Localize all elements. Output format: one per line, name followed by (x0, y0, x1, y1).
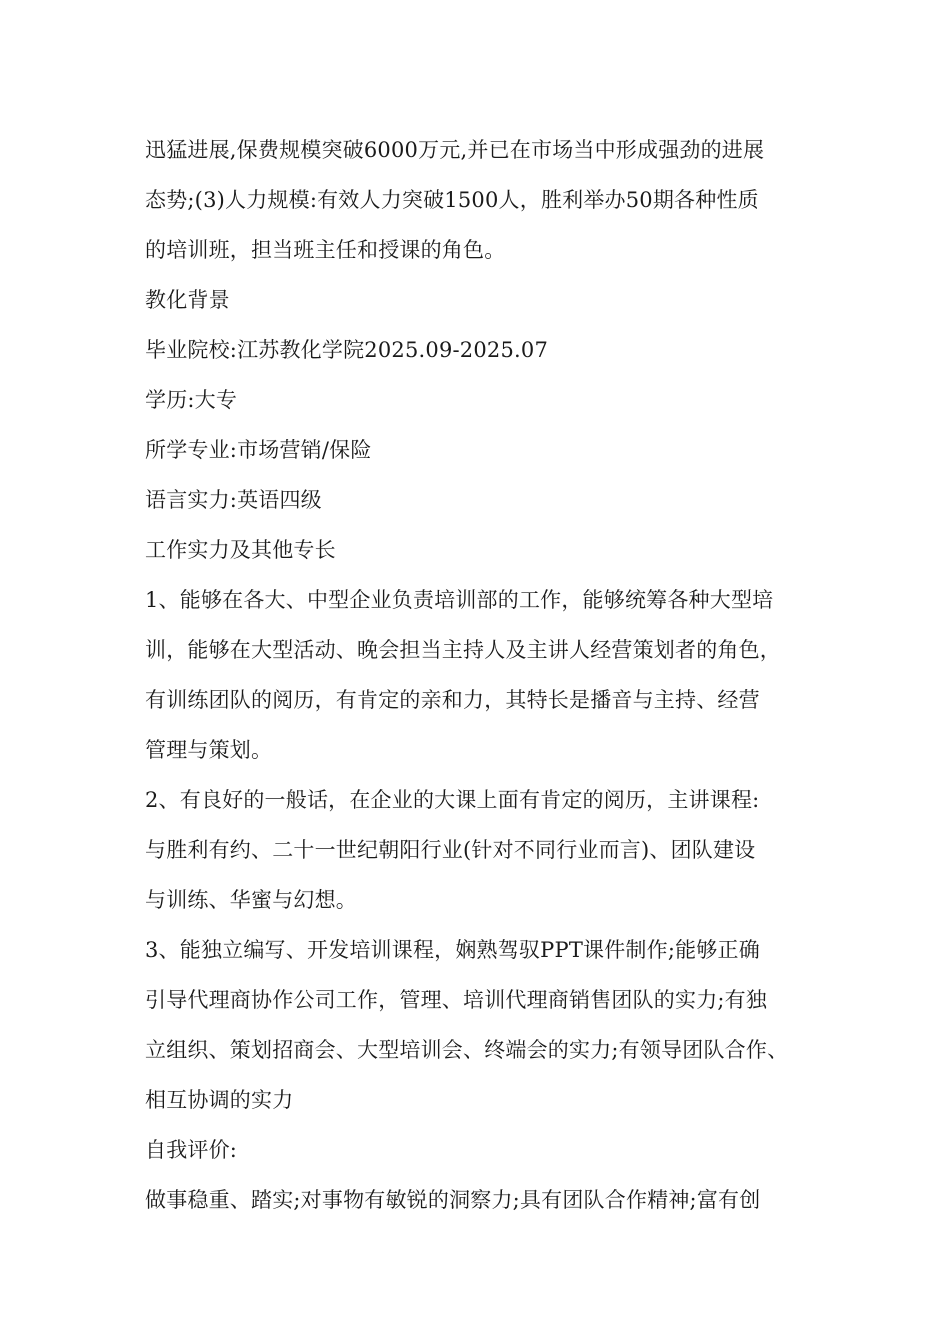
field-major: 所学专业:市场营销/保险 (145, 438, 372, 462)
skills-item-1-line-1: 1、能够在各大、中型企业负责培训部的工作，能够统筹各种大型培 (145, 588, 774, 612)
field-school: 毕业院校:江苏教化学院2025.09-2025.07 (145, 338, 549, 362)
skills-item-2-line-3: 与训练、华蜜与幻想。 (145, 888, 357, 912)
field-language: 语言实力:英语四级 (145, 488, 322, 512)
skills-item-3-line-3: 立组织、策划招商会、大型培训会、终端会的实力;有领导团队合作、 (145, 1038, 789, 1062)
section-heading-self-evaluation: 自我评价: (145, 1138, 238, 1162)
skills-item-3-line-1: 3、能独立编写、开发培训课程，娴熟驾驭PPT课件制作;能够正确 (145, 938, 760, 962)
skills-item-3-line-2: 引导代理商协作公司工作，管理、培训代理商销售团队的实力;有独 (145, 988, 768, 1012)
skills-item-1-line-4: 管理与策划。 (145, 738, 273, 762)
skills-item-3-line-4: 相互协调的实力 (145, 1088, 294, 1112)
section-heading-skills: 工作实力及其他专长 (145, 538, 336, 562)
skills-item-2-line-1: 2、有良好的一般话，在企业的大课上面有肯定的阅历，主讲课程: (145, 788, 760, 812)
self-evaluation-line-1: 做事稳重、踏实;对事物有敏锐的洞察力;具有团队合作精神;富有创 (145, 1188, 761, 1212)
section-heading-education: 教化背景 (145, 288, 230, 312)
field-degree: 学历:大专 (145, 388, 238, 412)
paragraph-line-experience-cont-1: 迅猛进展,保费规模突破6000万元,并已在市场当中形成强劲的进展 (145, 138, 765, 162)
paragraph-line-experience-cont-2: 态势;(3)人力规模:有效人力突破1500人，胜利举办50期各种性质 (145, 188, 759, 212)
skills-item-1-line-2: 训，能够在大型活动、晚会担当主持人及主讲人经营策划者的角色， (145, 638, 781, 662)
skills-item-1-line-3: 有训练团队的阅历，有肯定的亲和力，其特长是播音与主持、经营 (145, 688, 760, 712)
skills-item-2-line-2: 与胜利有约、二十一世纪朝阳行业(针对不同行业而言)、团队建设 (145, 838, 756, 862)
paragraph-line-experience-cont-3: 的培训班，担当班主任和授课的角色。 (145, 238, 506, 262)
